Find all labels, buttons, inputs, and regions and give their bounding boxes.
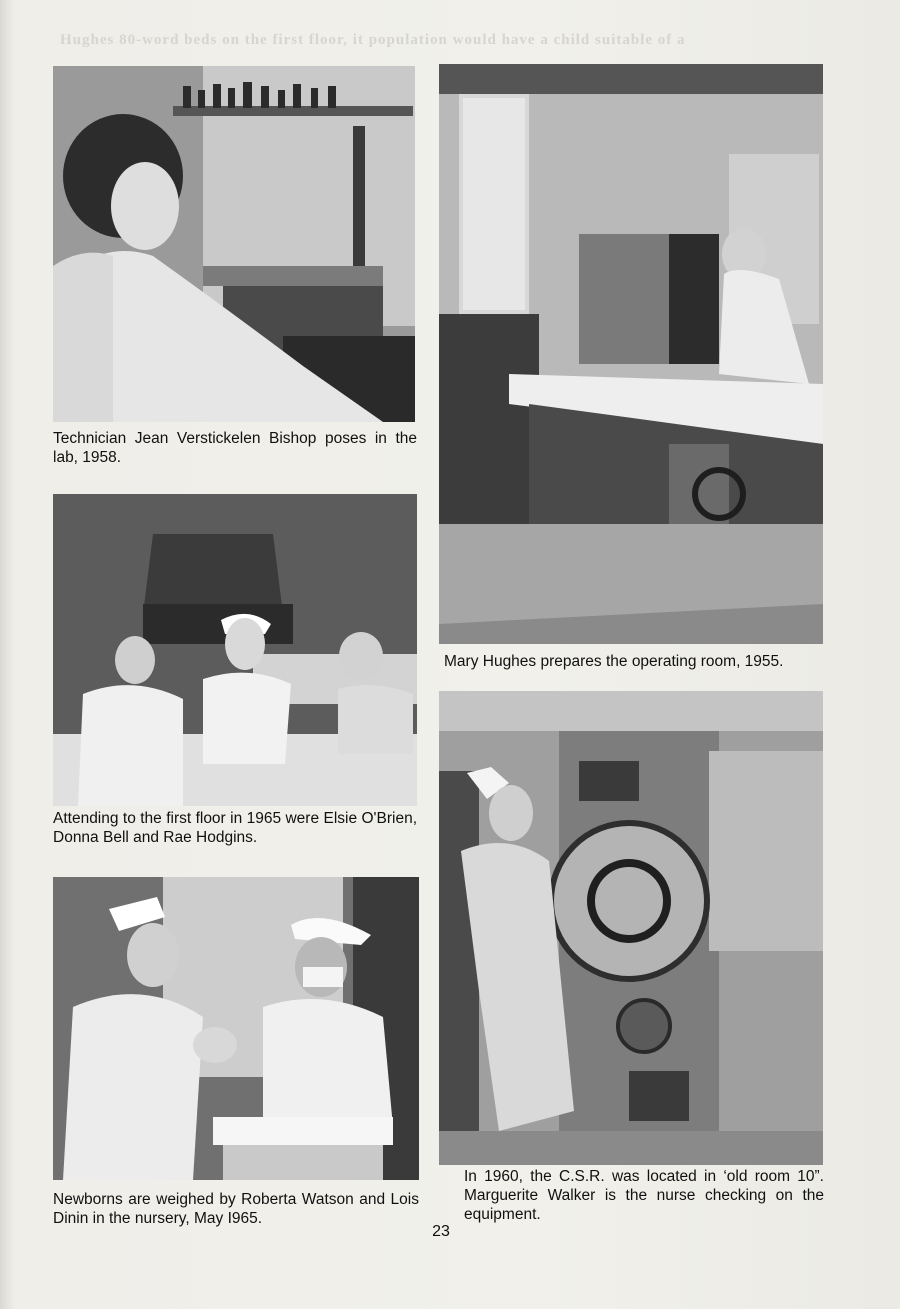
lab-technician-caption: Technician Jean Verstickelen Bishop poses in the lab, 1958. xyxy=(53,430,417,466)
bleed-through-text: Hughes 80-word beds on the first floor, it population would have a child suitable of a xyxy=(60,32,686,48)
page-number: 23 xyxy=(432,1223,450,1240)
nursery-newborns-photo xyxy=(53,877,419,1180)
operating-room-photo xyxy=(439,64,823,644)
csr-sterilizer-photo xyxy=(439,691,823,1165)
csr-sterilizer-caption: In 1960, the C.S.R. was located in ‘old room 10”. Marguerite Walker is the nurse checking on the equipment. xyxy=(464,1168,824,1223)
first-floor-nurses-photo xyxy=(53,494,417,806)
operating-room-caption: Mary Hughes prepares the operating room, 1955. xyxy=(444,653,784,670)
first-floor-nurses-caption: Attending to the first floor in 1965 were Elsie O'Brien, Donna Bell and Rae Hodgins. xyxy=(53,810,417,846)
lab-technician-photo xyxy=(53,66,415,422)
nursery-newborns-caption: Newborns are weighed by Roberta Watson and Lois Dinin in the nursery, May I965. xyxy=(53,1191,419,1227)
